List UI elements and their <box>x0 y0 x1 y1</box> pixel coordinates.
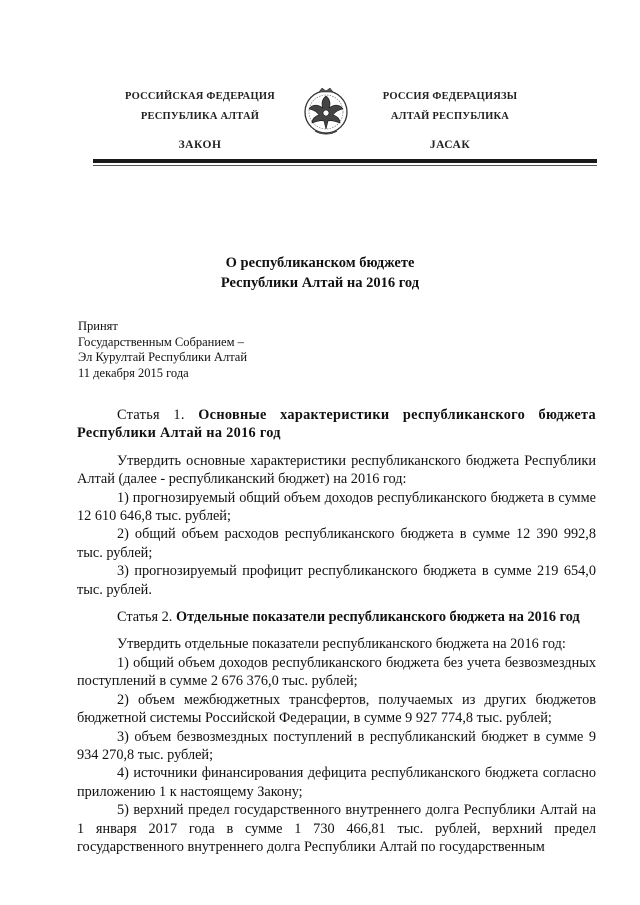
article-2-item-3: 3) объем безвозмездных поступлений в республиканский бюджет в сумме 9 934 270,8 тыс. рублей; <box>77 728 596 763</box>
article-2-item-4: 4) источники финансирования дефицита республиканского бюджета согласно приложению 1 к настоящему Закону; <box>77 765 596 800</box>
article-1-intro: Утвердить основные характеристики республиканского бюджета Республики Алтай (далее - республиканский бюджет) на 2016 год: <box>77 452 596 488</box>
article-2-item-1: 1) общий объем доходов республиканского бюджета без учета безвозмездных поступлений в сумме 2 676 376,0 тыс. рублей; <box>77 654 596 690</box>
header-right-republic: АЛТАЙ РЕСПУБЛИКА <box>390 111 510 122</box>
adopted-line-1: Принят <box>78 319 118 333</box>
title-line-2: Республики Алтай на 2016 год <box>220 275 420 291</box>
article-1-item-2: 2) общий объем расходов республиканского бюджета в сумме 12 390 992,8 тыс. рублей; <box>77 526 596 561</box>
header-left <box>100 87 300 155</box>
document-title <box>0 253 640 293</box>
header-right <box>345 87 555 155</box>
adopted-line-3: Эл Курултай Республики Алтай <box>78 350 248 364</box>
adopted-date: 11 декабря 2015 года <box>78 365 189 380</box>
article-2-heading <box>77 608 596 626</box>
article-1-prefix: Статья 1. <box>117 407 185 423</box>
header-right-law: JАСАК <box>429 139 471 151</box>
header-left-law: ЗАКОН <box>178 139 222 151</box>
title-line-1: О республиканском бюджете <box>225 255 415 271</box>
header-divider-thin <box>93 165 597 166</box>
header-left-country: РОССИЙСКАЯ ФЕДЕРАЦИЯ <box>125 91 275 102</box>
adoption-block <box>78 319 247 381</box>
law-body <box>77 402 596 856</box>
article-1-heading <box>77 406 596 443</box>
article-2-intro: Утвердить отдельные показатели республиканского бюджета на 2016 год: <box>117 636 566 653</box>
article-1-item-3: 3) прогнозируемый профицит республиканского бюджета в сумме 219 654,0 тыс. рублей. <box>77 563 596 598</box>
header-divider <box>93 159 597 163</box>
article-2-title: Отдельные показатели республиканского бюджета на 2016 год <box>175 609 580 626</box>
article-1-item-1: 1) прогнозируемый общий объем доходов республиканского бюджета в сумме 12 610 646,8 тыс. рублей; <box>77 489 596 525</box>
article-2-item-2: 2) объем межбюджетных трансфертов, получаемых из других бюджетов бюджетной системы Российской Федерации, в сумме 9 927 774,8 тыс. рублей; <box>77 691 596 727</box>
coat-of-arms-icon <box>303 82 349 142</box>
header-left-republic: РЕСПУБЛИКА АЛТАЙ <box>140 111 260 122</box>
adopted-line-2: Государственным Собранием – <box>78 334 244 349</box>
article-2-prefix: Статья 2. <box>117 609 173 626</box>
article-1-title: Основные характеристики республиканского бюджета Республики Алтай на 2016 год <box>77 407 596 442</box>
article-2-item-5: 5) верхний предел государственного внутреннего долга Республики Алтай на 1 января 2017 года в сумме 1 730 466,81 тыс. рублей, верхний предел государственного внутреннего долга Республики Алтай по государственным <box>77 802 596 855</box>
header-right-country: РОССИЯ ФЕДЕРАЦИЯЗЫ <box>382 91 518 102</box>
